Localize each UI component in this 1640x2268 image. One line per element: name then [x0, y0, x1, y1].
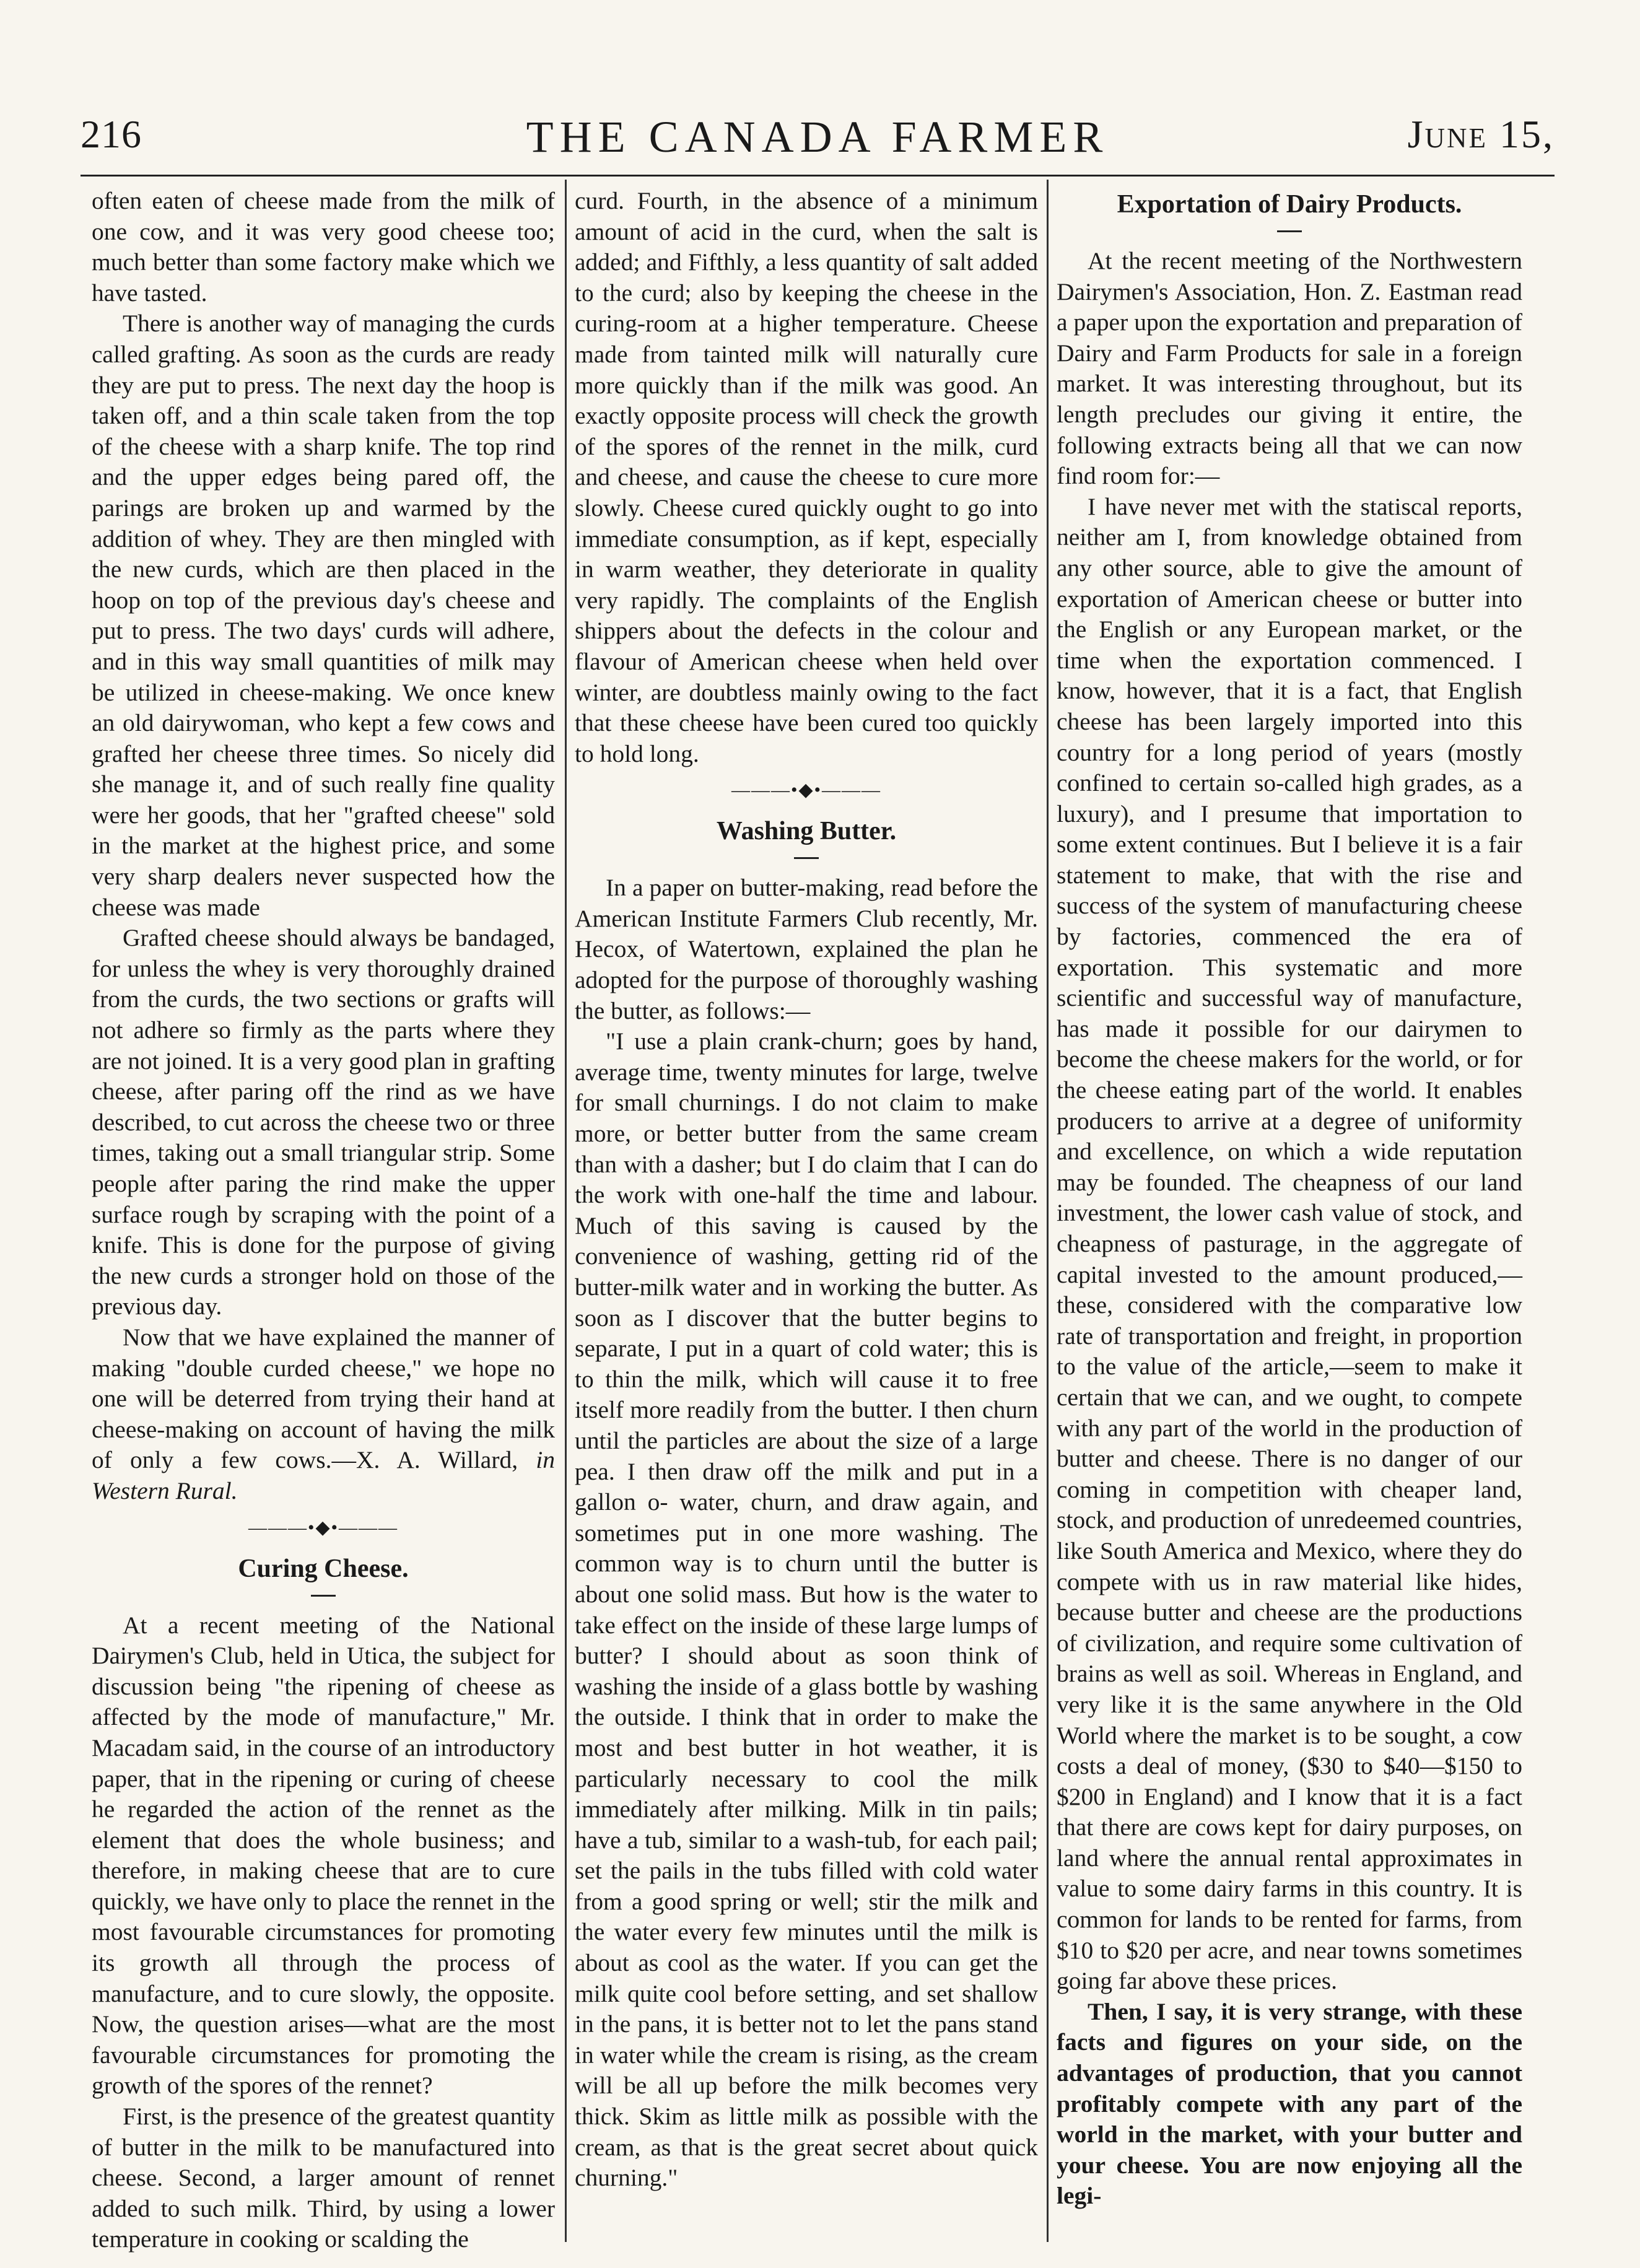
column-divider — [565, 180, 567, 2242]
paragraph: At a recent meeting of the National Dairymen's Club, held in Utica, the subject for discussion being "the ripening of cheese as affected by the mode of manufacture," Mr. Macadam said, in the course of an introductory paper, that in the ripening or curing of cheese he regarded the action of the rennet as the element that does the whole business; and therefore, in making cheese that are to cure quickly, we have only to place the rennet in the most favourable circumstances for promoting its growth all through the process of manufacture, and to cure slowly, the opposite. Now, the question arises—what are the most favourable circumstances for promoting the growth of the spores of the rennet? — [92, 1611, 555, 2100]
paragraph — [92, 1322, 555, 1507]
column-3 — [1057, 186, 1522, 2236]
article-heading: Washing Butter. — [716, 817, 897, 846]
paragraph: In a paper on butter-making, read before the American Institute Farmers Club recently, Mr. Hecox, of Watertown, explained the plan he adopted for the purpose of thoroughly washing the butter, as follows:— — [575, 874, 1038, 1024]
heading-dash — [311, 1595, 336, 1597]
column-1 — [92, 186, 555, 2253]
paragraph-text: Now that we have explained the manner of making "double curded cheese," we hope no one will be deterred from trying their hand at cheese-making on account of having the milk of only a few cows.—X. A. Willard, — [92, 1323, 555, 1474]
section-ornament: ———•◆•——— — [248, 1517, 399, 1538]
paragraph: Then, I say, it is very strange, with these facts and figures on your side, on the advantages of production, that you cannot profitably compete with any part of the world in the market, with your butter and your cheese. You are now enjoying all the legi- — [1057, 1997, 1522, 2210]
paragraph: Grafted cheese should always be bandaged, for unless the whey is very thoroughly drained from the curds, the two sections or grafts will not adhere so firmly as the parts where they are not joined. It is a very good plan in grafting cheese, after paring off the rind as we have described, to cut across the cheese two or three times, taking out a small triangular strip. Some people after paring the rind make the upper surface rough by scraping with the point of a knife. This is done for the purpose of giving the new curds a stronger hold on those of the previous day. — [92, 924, 555, 1320]
paragraph: curd. Fourth, in the absence of a minimum amount of acid in the curd, when the salt is added; and Fifthly, a less quantity of salt added to the curd; also by keeping the cheese in the curing-room at a higher temperature. Cheese made from tainted milk will naturally cure more quickly than if the milk was good. An exactly opposite process will check the growth of the spores of the rennet in the milk, curd and cheese, and cause the cheese to cure more slowly. Cheese cured quickly ought to go into immediate consumption, as if kept, especially in warm weather, they deteriorate in quality very rapidly. The complaints of the English shippers about the defects in the colour and flavour of American cheese when held over winter, are doubtless mainly owing to the fact that these cheese have been cured too quickly to hold long. — [575, 187, 1038, 767]
column-2 — [575, 186, 1038, 2236]
journal-title: THE CANADA FARMER — [526, 112, 1109, 162]
page-number: 216 — [81, 112, 142, 156]
issue-date: June 15, — [1407, 112, 1555, 156]
section-ornament: ———•◆•——— — [731, 780, 882, 801]
article-heading: Curing Cheese. — [238, 1554, 409, 1583]
paragraph: I have never met with the statiscal reports, neither am I, from knowledge obtained from any other source, able to give the amount of exportation of American cheese or butter into the English or any European market, or the time when the exportation commenced. I know, however, that it is a fact, that English cheese has been largely imported into this country for a long period of years (mostly confined to certain so-called high grades, as a luxury), and I presume that importation to some extent continues. But I believe it is a fair statement to make, that with the rise and success of the system of manufacturing cheese by factories, commenced the era of exportation. This systematic and more scientific and successful way of manufacture, has made it possible for our dairymen to become the cheese makers for the world, or for the cheese eating part of the world. It enables producers to arrive at a degree of uniformity and excellence, on which a wide reputation may be founded. The cheapness of our land investment, the lower cash value of stock, and cheapness of pasturage, in the aggregate of capital invested to the amount produced,—these, considered with the comparative low rate of transportation and freight, in proportion to the value of the article,—seem to make it certain that we can, and we ought, to compete with any part of the world in the production of butter and cheese. There is no danger of our coming in competition with cheaper land, stock, and production of unredeemed countries, like South America and Mexico, where they do compete with us in raw material like hides, because butter and cheese are the productions of civilization, and require some cultivation of brains as well as soil. Whereas in England, and very like it is the same anywhere in the Old World where the market is to be sought, a cow costs a deal of money, ($30 to $40—$150 to $200 in England) and I know that it is a fact that there are cows kept for dairy purposes, on land where the annual rental approximates in value to some dairy farms in this country. It is common for lands to be rented for farms, from $10 to $20 per acre, and near towns sometimes going far above these prices. — [1057, 492, 1522, 1995]
header-rule — [81, 175, 1555, 177]
paragraph: First, is the presence of the greatest quantity of butter in the milk to be manufactured into cheese. Second, a larger amount of rennet added to such milk. Third, by using a lower temperature in cooking or scalding the — [92, 2103, 555, 2253]
paragraph: often eaten of cheese made from the milk of one cow, and it was very good cheese too; much better than some factory make which we have tasted. — [92, 187, 555, 307]
paragraph: At the recent meeting of the Northwestern Dairymen's Association, Hon. Z. Eastman read a paper upon the exportation and preparation of Dairy and Farm Products for sale in a foreign market. It was interesting throughout, but its length precludes our giving it entire, the following extracts being all that we can now find room for:— — [1057, 247, 1522, 490]
heading-dash — [1277, 230, 1302, 232]
paragraph: "I use a plain crank-churn; goes by hand, average time, twenty minutes for large, twelve for small churnings. I do not claim to make more, or better butter from the same cream than with a dasher; but I do claim that I can do the work with one-half the time and labour. Much of this saving is caused by the convenience of washing, getting rid of the butter-milk water and in working the butter. As soon as I discover that the butter begins to separate, I put in a quart of cold water; this is to thin the milk, which will cause it to free itself more readily from the butter. I then churn until the particles are about the size of a large pea. I then draw off the milk and put in a gallon o- water, churn, and draw again, and sometimes put in one more washing. The common way is to churn until the butter is about one solid mass. But how is the water to take effect on the inside of these large lumps of butter? I should about as soon think of washing the inside of a glass bottle by washing the outside. I think that in order to make the most and best butter in hot weather, it is particularly necessary to cool the milk immediately after milking. Milk in tin pails; have a tub, similar to a wash-tub, for each pail; set the pails in the tubs filled with cold water from a good spring or well; stir the milk and the water every few minutes until the milk is about as cool as the water. If you can get the milk quite cool before setting, and set shallow in the pans, it is better not to let the pans stand in water while the cream is rising, as the cream will be all up before the milk becomes very thick. Skim as little milk as possible with the cream, as that is the great secret about quick churning." — [575, 1027, 1038, 2192]
heading-dash — [794, 857, 819, 859]
masthead — [81, 111, 1555, 180]
article-heading: Exportation of Dairy Products. — [1117, 190, 1462, 219]
source-citation: in Western Rural. — [92, 1446, 555, 1504]
paragraph: There is another way of managing the curds called grafting. As soon as the curds are ready they are put to press. The next day the hoop is taken off, and a thin scale taken from the top of the cheese with a sharp knife. The top rind and the upper edges being pared off, the parings are broken up and warmed by the addition of whey. They are then mingled with the new curds, which are then placed in the hoop on top of the previous day's cheese and put to press. The two days' curds will adhere, and in this way small quantities of milk may be utilized in cheese-making. We once knew an old dairywoman, who kept a few cows and grafted her cheese three times. So nicely did she manage it, and of such really fine quality were her goods, that her "grafted cheese" sold in the market at the highest price, and some very sharp dealers never suspected how the cheese was made — [92, 310, 555, 921]
column-divider — [1047, 180, 1049, 2242]
